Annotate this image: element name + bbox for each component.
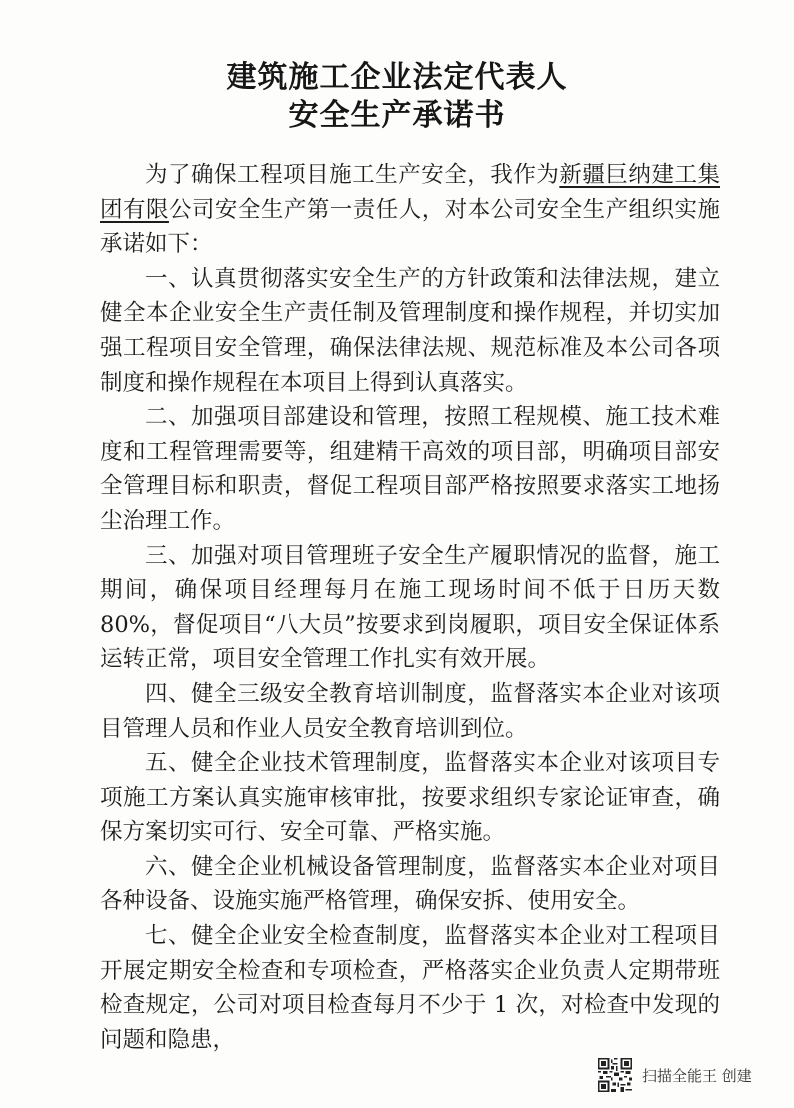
commitment-paragraph-2: 二、加强项目部建设和管理，按照工程规模、施工技术难度和工程管理需要等，组建精干高效的项目部，明确项目部安全管理目标和职责，督促工程项目部严格按照要求落实工地扬尘治理工作。 bbox=[100, 404, 720, 534]
commitment-paragraph-7: 七、健全企业安全检查制度，监督落实本企业对工程项目开展定期安全检查和专项检查，严格落实企业负责人定期带班检查规定，公司对项目检查每月不少于 1 次，对检查中发现的问题和隐患， bbox=[100, 923, 720, 1053]
commitment-paragraph-5: 五、健全企业技术管理制度，监督落实本企业对该项目专项施工方案认真实施审核审批，按要求组织专家论证审查，确保方案切实可行、安全可靠、严格实施。 bbox=[100, 750, 720, 846]
document-title-line2: 安全生产承诺书 bbox=[288, 98, 506, 133]
company-name: 新疆巨纳建工集团有限 bbox=[100, 162, 720, 223]
commitment-paragraph-4: 四、健全三级安全教育培训制度，监督落实本企业对该项目管理人员和作业人员安全教育培训到位。 bbox=[100, 680, 720, 742]
commitment-paragraph-6: 六、健全企业机械设备管理制度，监督落实本企业对项目各种设备、设施实施严格管理，确保安拆、使用安全。 bbox=[100, 853, 720, 915]
commitment-paragraph-1: 一、认真贯彻落实安全生产的方针政策和法律法规，建立健全本企业安全生产责任制及管理制度和操作规程，并切实加强工程项目安全管理，确保法律法规、规范标准及本公司各项制度和操作规程在本项目上得到认真落实。 bbox=[100, 265, 720, 396]
scanner-watermark bbox=[598, 1058, 752, 1092]
intro-before: 为了确保工程项目施工生产安全，我作为 bbox=[145, 162, 560, 188]
document-title-line1: 建筑施工企业法定代表人 bbox=[226, 60, 568, 95]
document-body bbox=[100, 158, 720, 1057]
commitment-paragraph-3: 三、加强对项目管理班子安全生产履职情况的监督，施工期间，确保项目经理每月在施工现场时间不低于日历天数 80%，督促项目“八大员”按要求到岗履职，项目安全保证体系运转正常，项目安全管理工作扎实有效开展。 bbox=[100, 542, 720, 673]
scanner-label: 扫描全能王 创建 bbox=[642, 1066, 752, 1085]
intro-paragraph bbox=[100, 158, 720, 262]
qr-code-icon bbox=[598, 1058, 632, 1092]
intro-after: 公司安全生产第一责任人，对本公司安全生产组织实施承诺如下： bbox=[100, 196, 720, 258]
